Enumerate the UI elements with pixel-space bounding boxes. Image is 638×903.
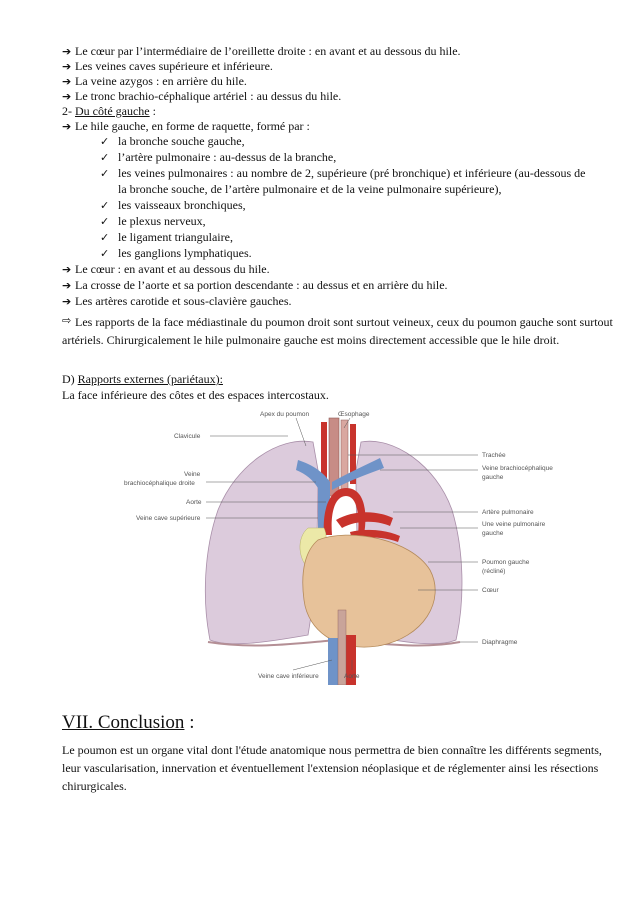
label-esophagus: Œsophage bbox=[338, 411, 370, 418]
check-icon: ✓ bbox=[100, 135, 110, 148]
arrow-icon: ➔ bbox=[62, 120, 72, 133]
label-apex: Apex du poumon bbox=[260, 411, 310, 418]
section-d-text: La face inférieure des côtes et des espaces intercostaux. bbox=[62, 388, 329, 402]
arrow-icon: ➔ bbox=[62, 279, 72, 292]
section-left-heading: 2- Du côté gauche : bbox=[62, 104, 156, 118]
section-d-heading: D) Rapports externes (pariétaux): bbox=[62, 372, 223, 386]
conclusion-paragraph: Le poumon est un organe vital dont l'étude anatomique nous permettra de bien connaître les différents segments, leur vascularisation, innervation et éventuellement l'extension néoplasique et de réglementer ainsi les résections chirurgicales. bbox=[62, 743, 602, 793]
label-left-bcv-1: Veine brachiocéphalique bbox=[482, 465, 553, 472]
relation-line: ➔ Le cœur par l’intermédiaire de l’oreillette droite : en avant et au dessous du hile. bbox=[62, 44, 461, 58]
inferior-vena-cava bbox=[328, 638, 338, 685]
arrow-icon: ➔ bbox=[62, 45, 72, 58]
relation-line: ➔ Les veines caves supérieure et inférieure. bbox=[62, 59, 273, 73]
label-left-bcv-2: gauche bbox=[482, 474, 504, 481]
check-icon: ✓ bbox=[100, 247, 110, 260]
label-heart: Cœur bbox=[482, 587, 499, 594]
label-pulmonary-artery: Artère pulmonaire bbox=[482, 509, 534, 516]
relation-line: ➔ Les artères carotide et sous-clavière gauches. bbox=[62, 294, 292, 308]
check-item-continuation: la bronche souche, de l’artère pulmonaire et de la veine pulmonaire supérieure), bbox=[118, 182, 502, 196]
label-diaphragm: Diaphragme bbox=[482, 639, 518, 646]
check-icon: ✓ bbox=[100, 199, 110, 212]
check-icon: ✓ bbox=[100, 231, 110, 244]
label-ivc: Veine cave inférieure bbox=[258, 673, 319, 680]
relation-line: ➔ La veine azygos : en arrière du hile. bbox=[62, 74, 247, 88]
label-pulmonary-vein-2: gauche bbox=[482, 530, 504, 537]
check-item: ✓ le ligament triangulaire, bbox=[100, 230, 233, 244]
relation-line: ➔ Le cœur : en avant et au dessous du hile. bbox=[62, 262, 270, 276]
double-arrow-icon: ⇨ bbox=[62, 314, 72, 327]
lung-mediastinum-figure bbox=[118, 410, 558, 685]
label-aorta-bottom: Aorte bbox=[344, 673, 360, 680]
label-right-bcv-1: Veine bbox=[184, 471, 201, 478]
relation-line: ➔ La crosse de l’aorte et sa portion descendante : au dessus et en arrière du hile. bbox=[62, 278, 448, 292]
arrow-icon: ➔ bbox=[62, 295, 72, 308]
conclusion-heading: VII. Conclusion : bbox=[62, 712, 195, 733]
arrow-icon: ➔ bbox=[62, 60, 72, 73]
hile-intro: ➔ Le hile gauche, en forme de raquette, formé par : bbox=[62, 119, 310, 133]
label-svc: Veine cave supérieure bbox=[136, 515, 201, 522]
check-item: ✓ le plexus nerveux, bbox=[100, 214, 206, 228]
check-icon: ✓ bbox=[100, 151, 110, 164]
label-left-lung-2: (récliné) bbox=[482, 568, 506, 575]
label-pulmonary-vein-1: Une veine pulmonaire bbox=[482, 521, 546, 528]
label-clavicle: Clavicule bbox=[174, 433, 201, 440]
check-item: ✓ les ganglions lymphatiques. bbox=[100, 246, 252, 260]
check-icon: ✓ bbox=[100, 167, 110, 180]
check-item: ✓ les vaisseaux bronchiques, bbox=[100, 198, 246, 212]
label-right-bcv-2: brachiocéphalique droite bbox=[124, 480, 195, 487]
check-item: ✓ l’artère pulmonaire : au-dessus de la branche, bbox=[100, 150, 337, 164]
check-item: ✓ les veines pulmonaires : au nombre de 2, supérieure (pré bronchique) et inférieure (au-dessous de bbox=[100, 166, 586, 180]
label-trachea: Trachée bbox=[482, 452, 506, 459]
arrow-icon: ➔ bbox=[62, 90, 72, 103]
check-icon: ✓ bbox=[100, 215, 110, 228]
summary-paragraph: Les rapports de la face médiastinale du poumon droit sont surtout veineux, ceux du poumon gauche sont surtout artériels. Chirurgicalement le hile pulmonaire gauche est moins directement accessible que le hile droit. bbox=[62, 315, 613, 347]
arrow-icon: ➔ bbox=[62, 263, 72, 276]
arrow-icon: ➔ bbox=[62, 75, 72, 88]
relation-line: ➔ Le tronc brachio-céphalique artériel : au dessus du hile. bbox=[62, 89, 342, 103]
label-aorta-left: Aorte bbox=[186, 499, 202, 506]
check-item: ✓ la bronche souche gauche, bbox=[100, 134, 245, 148]
label-left-lung-1: Poumon gauche bbox=[482, 559, 530, 566]
